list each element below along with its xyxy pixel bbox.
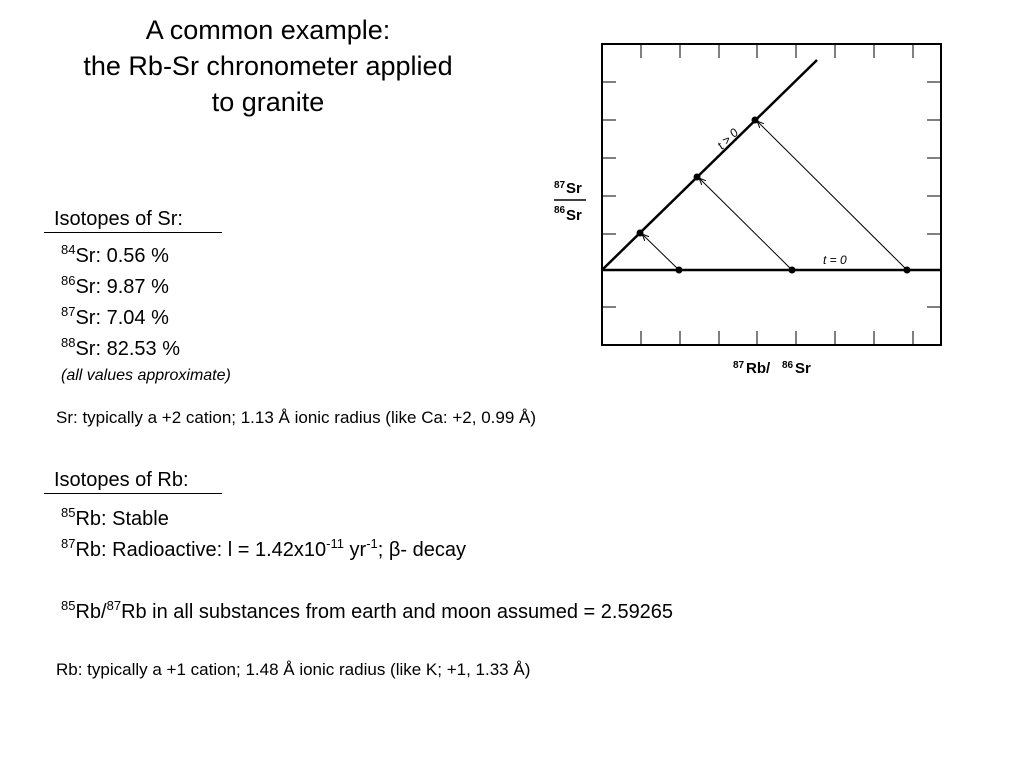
sample-point-initial bbox=[904, 267, 911, 274]
mass-number: 87 bbox=[61, 304, 76, 319]
mass-number: 88 bbox=[61, 335, 76, 350]
sample-point-initial bbox=[676, 267, 683, 274]
y-label-den: Sr bbox=[566, 207, 582, 224]
right-ticks bbox=[927, 82, 941, 307]
sample-point-later bbox=[637, 230, 644, 237]
top-ticks bbox=[641, 44, 913, 58]
title-line-2: the Rb-Sr chronometer applied bbox=[83, 51, 453, 81]
plot-frame bbox=[602, 44, 941, 345]
mass-number: 87 bbox=[61, 536, 76, 551]
mass-number: 84 bbox=[61, 242, 76, 257]
isotope-value: Sr: 0.56 % bbox=[75, 245, 169, 267]
sample-point-later bbox=[694, 174, 701, 181]
isotope-value: Sr: 7.04 % bbox=[75, 307, 169, 329]
x-label-mass2: 86 bbox=[782, 360, 794, 371]
ratio-value-text: Rb in all substances from earth and moon assumed = 2.59265 bbox=[121, 601, 674, 623]
y-label-num: Sr bbox=[566, 180, 582, 197]
isotope-value: Sr: 82.53 % bbox=[75, 338, 180, 360]
y-label-num-mass: 87 bbox=[554, 180, 566, 191]
exponent: -1 bbox=[366, 536, 378, 551]
exponent: -11 bbox=[326, 536, 344, 551]
y-label-den-mass: 86 bbox=[554, 205, 566, 216]
x-label-b: Sr bbox=[795, 360, 811, 377]
title-line-3: to granite bbox=[211, 87, 325, 117]
later-isochron-line bbox=[602, 60, 817, 270]
mass-number: 86 bbox=[61, 273, 76, 288]
sr88-row bbox=[61, 334, 231, 365]
decay-arrow bbox=[699, 178, 792, 270]
sr86-row bbox=[61, 272, 231, 303]
bottom-ticks bbox=[641, 331, 913, 345]
rb85-row bbox=[61, 504, 169, 535]
rb-cation-text: Rb: typically a +1 cation; 1.48 Å ionic radius (like K; +1, 1.33 Å) bbox=[56, 660, 531, 679]
rb87-row bbox=[61, 535, 466, 566]
page-title bbox=[40, 12, 496, 120]
sample-point-later bbox=[752, 117, 759, 124]
approximate-note: (all values approximate) bbox=[61, 367, 231, 384]
mass-number: 85 bbox=[61, 505, 76, 520]
isotope-value: Sr: 9.87 % bbox=[75, 276, 169, 298]
sr-isotope-list bbox=[61, 241, 231, 387]
sr-isotopes-heading: Isotopes of Sr: bbox=[44, 206, 222, 233]
left-ticks bbox=[602, 82, 616, 307]
decay-type-text: - decay bbox=[400, 539, 467, 561]
ratio-text: Rb/ bbox=[75, 601, 107, 623]
x-label-a: Rb/ bbox=[746, 360, 771, 377]
beta-symbol: β bbox=[388, 539, 401, 561]
sr84-row bbox=[61, 241, 231, 272]
mass-number: 85 bbox=[61, 598, 76, 613]
decay-arrow bbox=[642, 234, 679, 270]
rb-isotopes-heading: Isotopes of Rb: bbox=[44, 467, 222, 494]
isotope-value: Rb: Stable bbox=[75, 508, 169, 530]
unit-text: yr bbox=[344, 539, 367, 561]
mass-number: 87 bbox=[106, 598, 122, 613]
decay-constant-text: Rb: Radioactive: l = 1.42x10 bbox=[75, 539, 327, 561]
separator-text: ; bbox=[377, 539, 389, 561]
rb-ratio-row bbox=[61, 597, 673, 628]
title-line-1: A common example: bbox=[145, 15, 391, 45]
sr87-row bbox=[61, 303, 231, 334]
decay-arrow bbox=[757, 121, 907, 270]
t-eq-0-label: t = 0 bbox=[823, 253, 847, 267]
isochron-diagram bbox=[540, 30, 960, 390]
sample-point-initial bbox=[789, 267, 796, 274]
x-label-mass1: 87 bbox=[733, 360, 745, 371]
sr-cation-text: Sr: typically a +2 cation; 1.13 Å ionic radius (like Ca: +2, 0.99 Å) bbox=[56, 408, 537, 427]
t-gt-0-label: t > 0 bbox=[714, 125, 742, 153]
